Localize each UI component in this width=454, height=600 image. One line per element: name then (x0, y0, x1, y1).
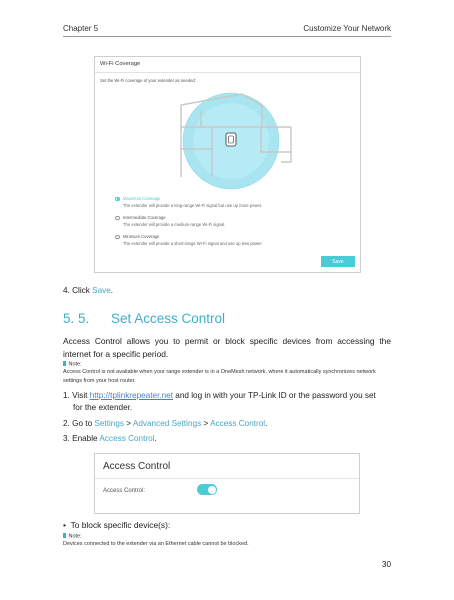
option-desc: The extender will provide a medium-range Wi-Fi signal. (123, 222, 226, 227)
step-2: 2. Go to Settings > Advanced Settings > Access Control. (63, 419, 268, 428)
note-label-2: Note: (63, 533, 82, 540)
option-title: Maximum Coverage (123, 196, 161, 201)
option-maximum-coverage[interactable] (123, 196, 262, 208)
access-control-title: Access Control (103, 461, 171, 472)
step-3: 3. Enable Access Control. (63, 434, 157, 443)
option-desc: The extender will provide a long-range Wi-Fi signal but use up more power. (123, 203, 263, 208)
panel-divider (95, 478, 359, 479)
note-text-2: Devices connected to the extender via an Ethernet cable cannot be blocked. (63, 541, 249, 547)
note-label: Note: (63, 361, 82, 368)
header-divider (63, 36, 391, 37)
tplinkrepeater-link[interactable]: http://tplinkrepeater.net (89, 391, 173, 400)
option-desc: The extender will provide a short-range Wi-Fi signal and use up less power. (123, 241, 263, 246)
access-control-toggle[interactable] (197, 484, 217, 495)
option-minimum-coverage[interactable] (123, 234, 263, 246)
advanced-settings-link[interactable]: Advanced Settings (132, 419, 202, 428)
bullet-icon: • (63, 520, 71, 530)
access-control-link[interactable]: Access Control (210, 419, 266, 428)
option-title: Minimum Coverage (123, 234, 160, 239)
toggle-knob (208, 486, 216, 494)
note-marker-icon (63, 361, 66, 366)
note-marker-icon (63, 533, 66, 538)
wifi-coverage-panel (94, 56, 361, 273)
panel-title: Wi-Fi Coverage (100, 61, 141, 67)
note-text: Access Control is not available when your range extender is in a OneMesh network, where it automatically synchronizes network settings from your host router. (63, 369, 376, 384)
section-number: 5. 5. (63, 311, 90, 326)
page-number: 30 (381, 560, 391, 569)
step-1-continued: for the extender. (73, 403, 133, 412)
section-title: Set Access Control (111, 311, 226, 326)
save-link[interactable]: Save (92, 286, 111, 295)
extender-icon (226, 133, 236, 146)
step-1: 1. Visit http://tplinkrepeater.net and log in with your TP-Link ID or the password you set (63, 391, 376, 400)
radio-maximum[interactable] (115, 197, 120, 202)
chapter-label: Chapter 5 (63, 24, 99, 33)
panel-subtitle: Set the Wi-Fi coverage of your extender as needed: (100, 78, 196, 83)
option-intermediate-coverage[interactable] (123, 215, 225, 227)
option-title: Intermediate Coverage (123, 215, 166, 220)
radio-minimum[interactable] (115, 235, 120, 240)
intro-paragraph: Access Control allows you to permit or block specific devices from accessing the internet for a specific period. (63, 336, 391, 359)
step-4: 4. Click Save. (63, 286, 114, 295)
radio-intermediate[interactable] (115, 216, 120, 221)
chapter-title: Customize Your Network (303, 24, 391, 33)
access-control-panel (94, 453, 360, 514)
save-button[interactable]: Save (321, 256, 355, 267)
bullet-block-devices: • To block specific device(s): (63, 520, 171, 530)
settings-link[interactable]: Settings (94, 419, 124, 428)
access-control-enable-link[interactable]: Access Control (99, 434, 155, 443)
access-control-label: Access Control: (103, 488, 146, 494)
section-heading (63, 311, 225, 326)
